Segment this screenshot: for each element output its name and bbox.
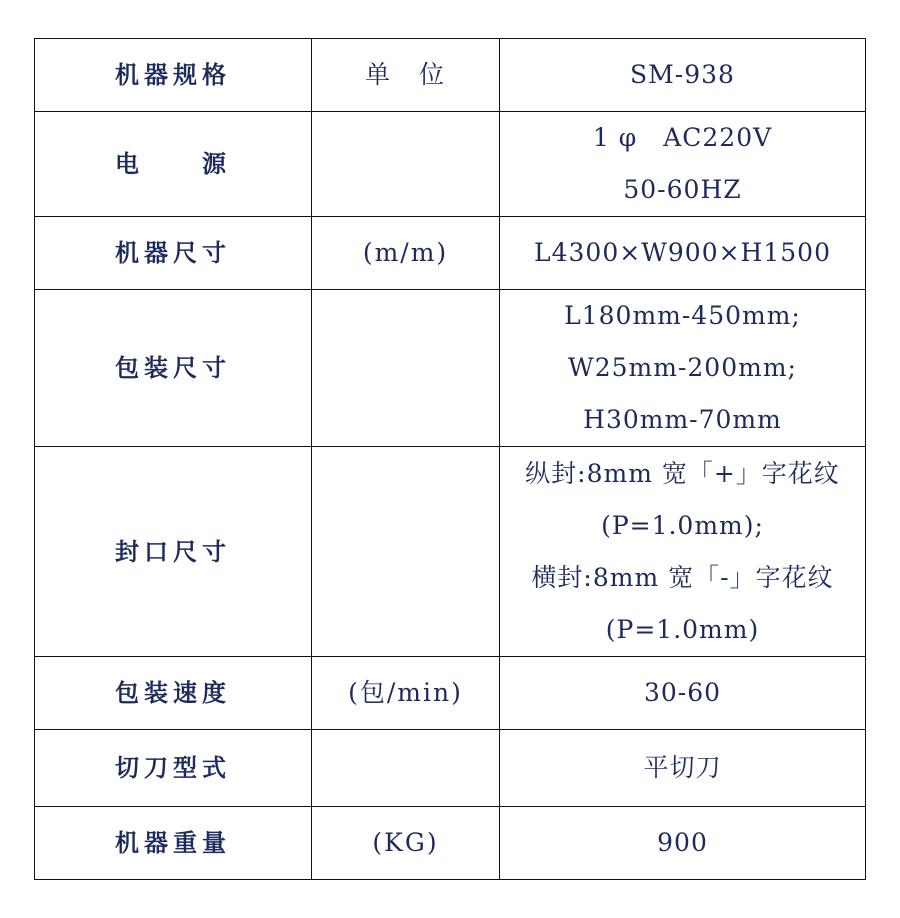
table-row (35, 112, 866, 217)
value-line: L4300×W900×H1500 (534, 238, 831, 267)
row-unit-seal-size (312, 447, 500, 657)
row-label-seal-size: 封口尺寸 (35, 447, 312, 657)
value-line: SM-938 (630, 60, 735, 89)
row-unit-header: 单 位 (312, 39, 500, 112)
table-row (35, 807, 866, 880)
value-line: 900 (657, 828, 708, 857)
value-line: (P=1.0mm); (601, 510, 764, 540)
table-row (35, 447, 866, 657)
row-label-model: 机器规格 (35, 39, 312, 112)
row-label-power: 电 源 (35, 112, 312, 217)
spec-table (34, 38, 866, 880)
value-line: H30mm-70mm (583, 405, 782, 434)
value-line: 横封:8mm 宽「-」字花纹 (531, 562, 834, 592)
row-unit-speed: (包/min) (312, 657, 500, 730)
row-value-model (500, 39, 866, 112)
table-row (35, 217, 866, 290)
row-label-weight: 机器重量 (35, 807, 312, 880)
value-line: 30-60 (643, 678, 722, 707)
row-value-machine-size (500, 217, 866, 290)
value-line: (P=1.0mm) (605, 614, 760, 644)
value-line: 平切刀 (643, 753, 722, 782)
table-row (35, 730, 866, 807)
table-row (35, 39, 866, 112)
row-label-package-size: 包装尺寸 (35, 290, 312, 447)
value-line: L180mm-450mm; (564, 301, 801, 330)
value-line: 纵封:8mm 宽「+」字花纹 (525, 458, 840, 488)
table-row (35, 657, 866, 730)
row-unit-package-size (312, 290, 500, 447)
table-row (35, 290, 866, 447)
row-unit-power (312, 112, 500, 217)
value-line: 50-60HZ (623, 175, 742, 204)
row-unit-weight: (KG) (312, 807, 500, 880)
value-line: 1 φ AC220V (592, 123, 773, 152)
row-value-speed (500, 657, 866, 730)
row-value-weight (500, 807, 866, 880)
row-unit-cutter (312, 730, 500, 807)
row-unit-machine-size: (m/m) (312, 217, 500, 290)
row-label-machine-size: 机器尺寸 (35, 217, 312, 290)
row-value-seal-size (500, 447, 866, 657)
value-line: W25mm-200mm; (568, 353, 797, 382)
row-value-package-size (500, 290, 866, 447)
row-value-power (500, 112, 866, 217)
row-value-cutter (500, 730, 866, 807)
row-label-cutter: 切刀型式 (35, 730, 312, 807)
row-label-speed: 包装速度 (35, 657, 312, 730)
